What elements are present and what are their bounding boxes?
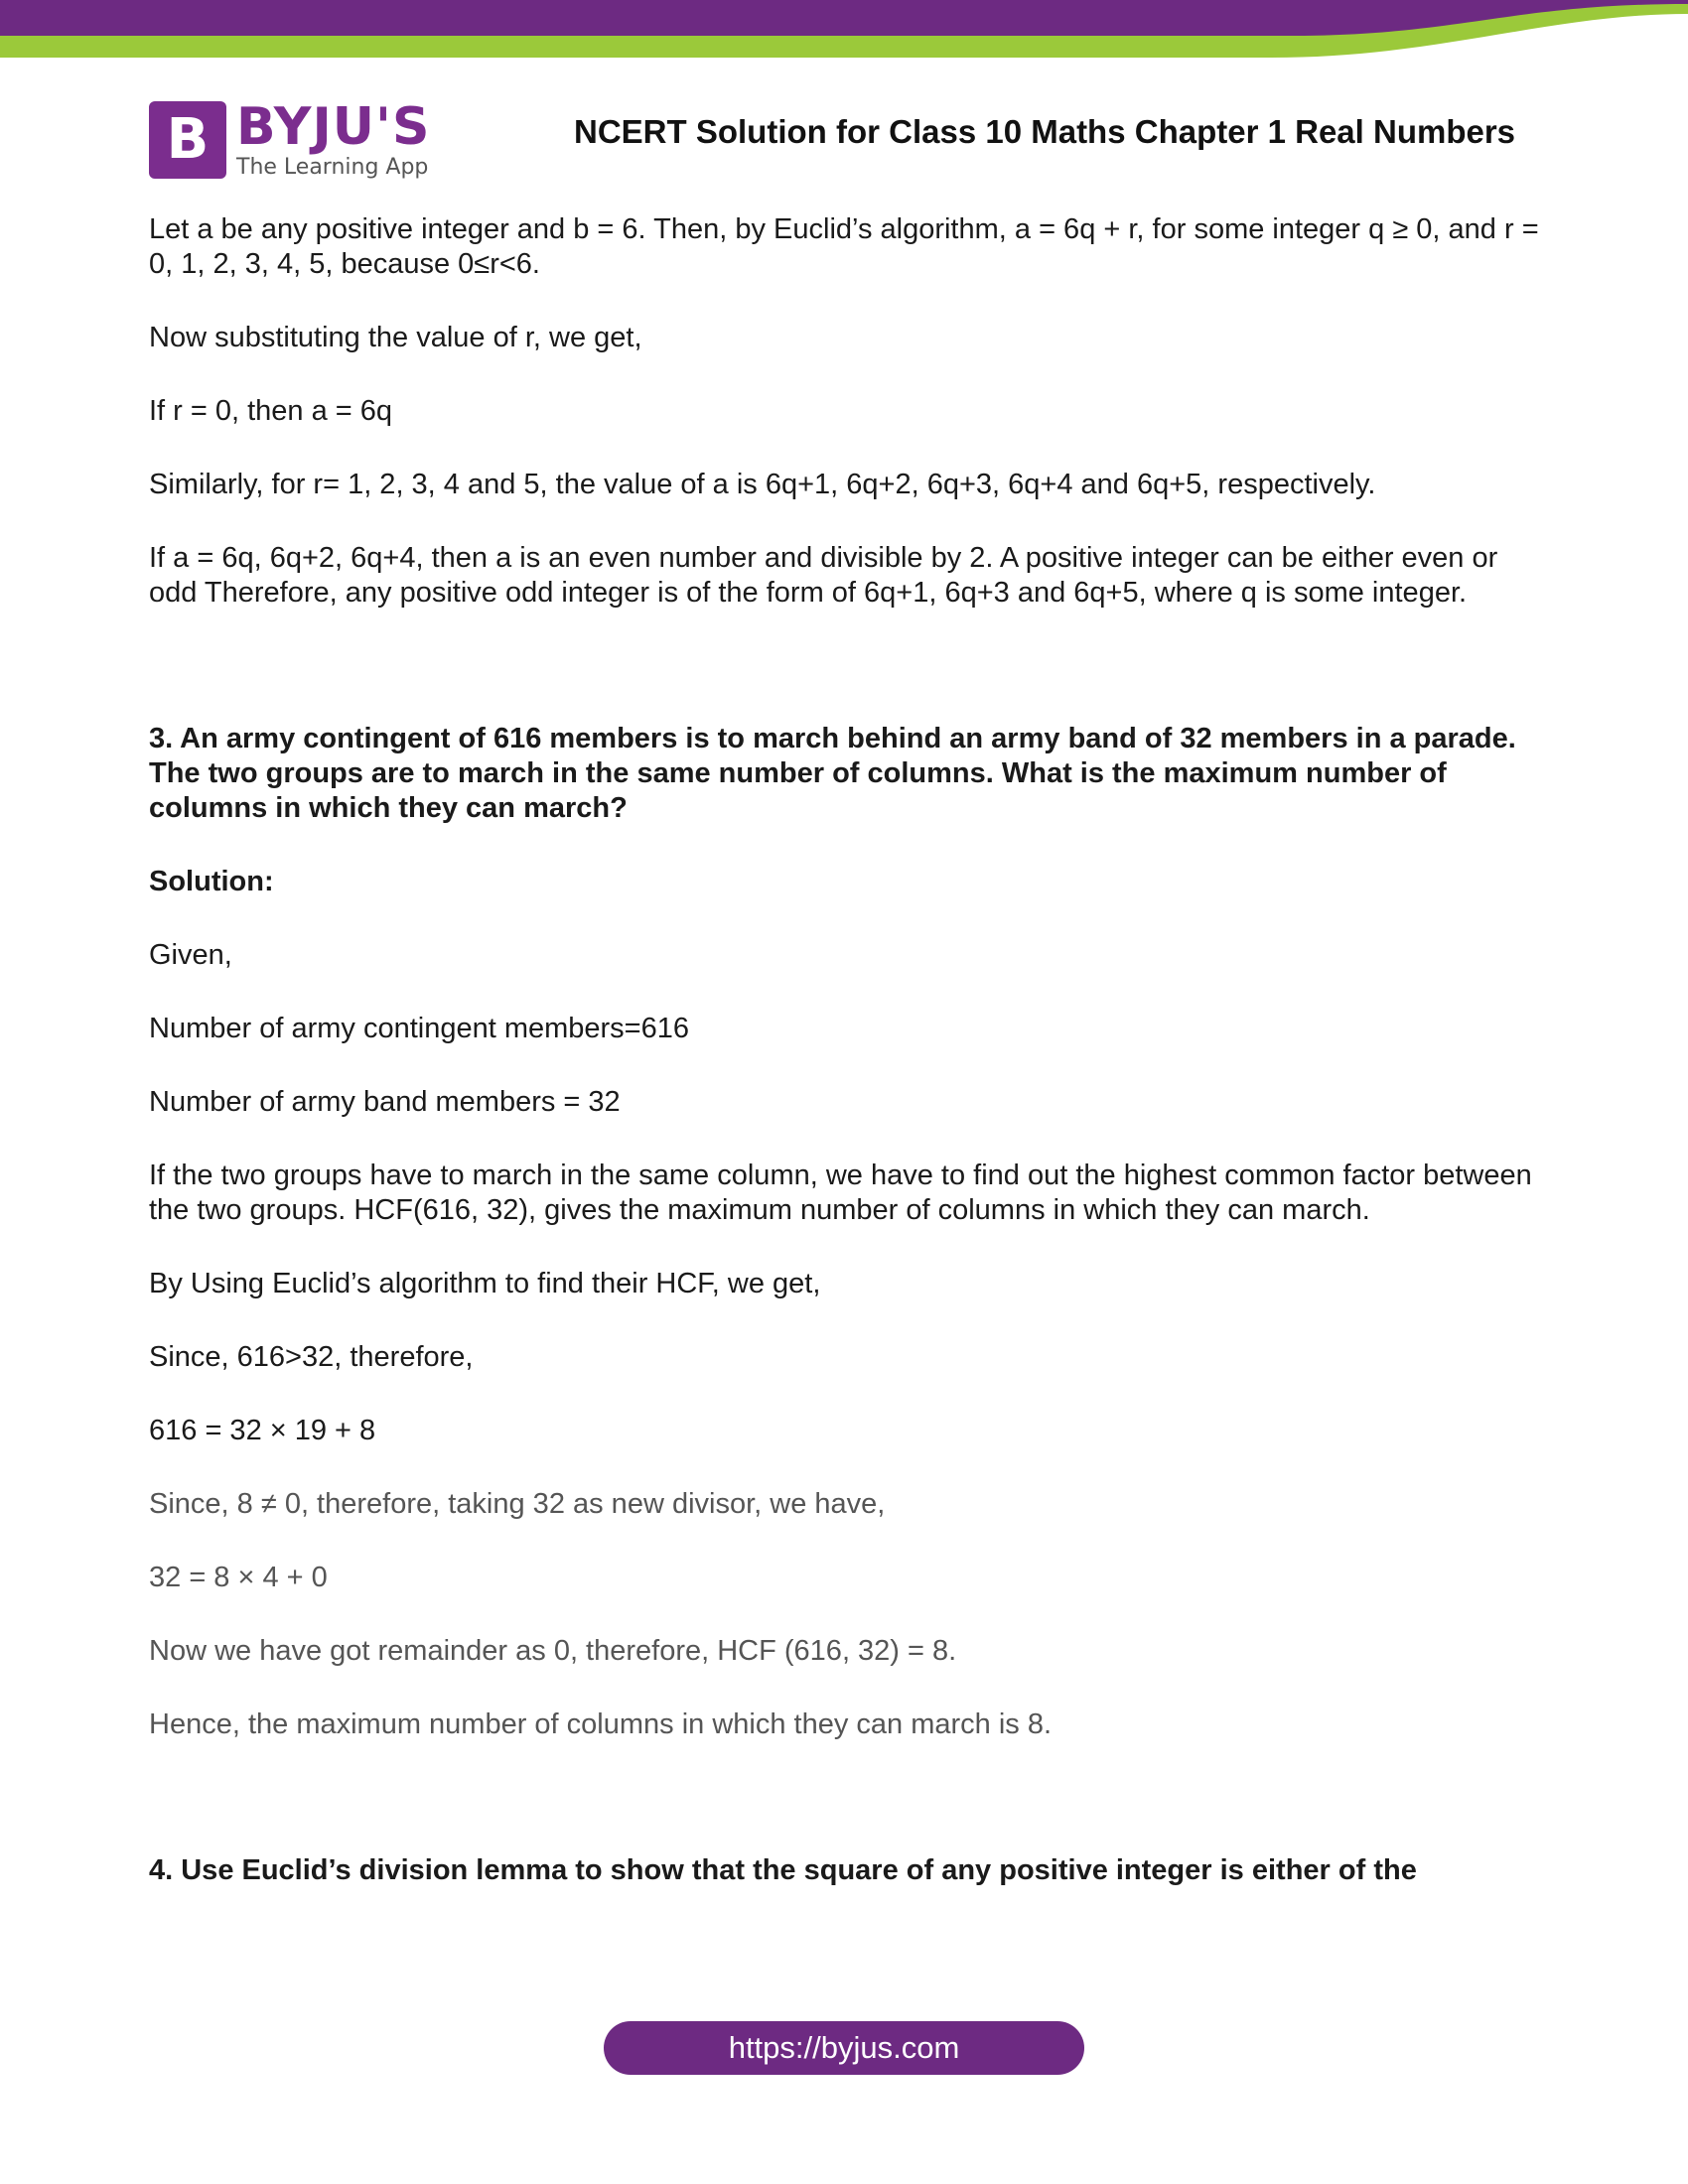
paragraph-r-zero: If r = 0, then a = 6q <box>149 395 393 427</box>
equation-32: 32 = 8 × 4 + 0 <box>149 1562 328 1593</box>
paragraph-euclid-setup: Let a be any positive integer and b = 6. Then, by Euclid’s algorithm, a = 6q + r, for some integer q ≥ 0, and r = 0, 1, 2, 3, 4, 5, because 0≤r<6. <box>149 213 1539 280</box>
paragraph-substitute: Now substituting the value of r, we get, <box>149 322 642 353</box>
paragraph-since-616: Since, 616>32, therefore, <box>149 1341 474 1373</box>
solution-content <box>149 212 1549 1927</box>
equation-616: 616 = 32 × 19 + 8 <box>149 1415 376 1446</box>
paragraph-hcf-explanation: If the two groups have to march in the same column, we have to find out the highest common factor between the two groups. HCF(616, 32), gives the maximum number of columns in which they can march. <box>149 1160 1532 1226</box>
logo-tagline: The Learning App <box>236 155 429 180</box>
question-3: 3. An army contingent of 616 members is to march behind an army band of 32 members in a parade. The two groups are to march in the same number of columns. What is the maximum number of columns in which they can march? <box>149 723 1516 824</box>
byjus-logo[interactable] <box>149 99 447 185</box>
paragraph-conclusion: Hence, the maximum number of columns in which they can march is 8. <box>149 1708 1053 1740</box>
footer-url-link[interactable]: https://byjus.com <box>604 2021 1084 2075</box>
paragraph-band-members: Number of army band members = 32 <box>149 1086 621 1118</box>
paragraph-euclid-hcf: By Using Euclid’s algorithm to find their HCF, we get, <box>149 1268 821 1299</box>
logo-letter: B <box>166 107 210 172</box>
page-header <box>149 95 1539 185</box>
paragraph-contingent-members: Number of army contingent members=616 <box>149 1013 690 1044</box>
paragraph-given: Given, <box>149 939 232 971</box>
top-decorative-band <box>0 0 1688 62</box>
paragraph-new-divisor: Since, 8 ≠ 0, therefore, taking 32 as new divisor, we have, <box>149 1488 886 1520</box>
solution-heading: Solution: <box>149 866 274 897</box>
question-4: 4. Use Euclid’s division lemma to show that the square of any positive integer is either of the <box>149 1854 1417 1886</box>
document-title: NCERT Solution for Class 10 Maths Chapter 1 Real Numbers <box>574 113 1516 150</box>
paragraph-even-odd: If a = 6q, 6q+2, 6q+4, then a is an even number and divisible by 2. A positive integer can be either even or odd Therefore, any positive odd integer is of the form of 6q+1, 6q+3 and 6q+5, where q is some integer. <box>149 542 1498 609</box>
paragraph-hcf-result: Now we have got remainder as 0, therefore, HCF (616, 32) = 8. <box>149 1635 957 1667</box>
paragraph-similarly: Similarly, for r= 1, 2, 3, 4 and 5, the value of a is 6q+1, 6q+2, 6q+3, 6q+4 and 6q+5, respectively. <box>149 469 1376 500</box>
logo-name: BYJU'S <box>236 97 431 157</box>
